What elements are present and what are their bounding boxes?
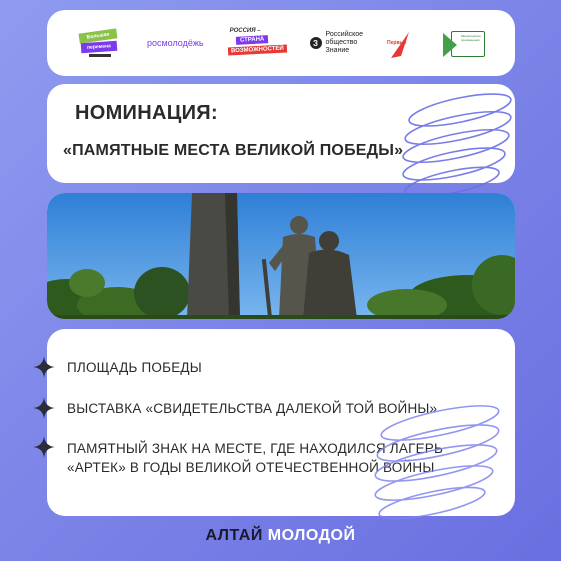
rosmolodezh-logo <box>147 38 204 48</box>
list-item: ПАМЯТНЫЙ ЗНАК НА МЕСТЕ, ГДЕ НАХОДИЛСЯ ЛАГЕРЬ «АРТЕК» В ГОДЫ ВЕЛИКОЙ ОТЕЧЕСТВЕННОЙ ВОЙНЫ <box>67 441 444 475</box>
pervye-logo <box>387 25 417 61</box>
minprosveshcheniya-logo <box>441 27 485 59</box>
nomination-subtitle: «ПАМЯТНЫЕ МЕСТА ВЕЛИКОЙ ПОБЕДЫ» <box>63 142 404 159</box>
logo1-line1: Большая <box>78 28 117 43</box>
spiral-decoration-icon <box>400 90 520 200</box>
rossiya-line1: РОССИЯ – <box>229 28 261 34</box>
memorial-photo <box>47 193 515 319</box>
minpros-triangle-icon <box>443 33 457 57</box>
partner-logos-bar <box>47 10 515 76</box>
pervye-arrow-icon <box>389 32 411 58</box>
list-item: ВЫСТАВКА «СВИДЕТЕЛЬСТВА ДАЛЕКОЙ ТОЙ ВОЙНЫ» <box>67 401 438 416</box>
znanie-line2: общество <box>325 39 358 47</box>
znanie-logo <box>310 31 364 54</box>
pervye-text: Первые <box>387 40 407 46</box>
logo1-underline <box>89 54 111 57</box>
list-item: ПЛОЩАДЬ ПОБЕДЫ <box>67 360 202 375</box>
diamond-bullet-icon <box>33 356 55 378</box>
bolshaya-peremena-logo <box>77 23 123 63</box>
spiral-decoration-icon <box>370 405 510 525</box>
znanie-mark-icon: З <box>310 37 322 49</box>
rossiya-line3: ВОЗМОЖНОСТЕЙ <box>227 44 286 55</box>
diamond-bullet-icon <box>33 436 55 458</box>
rossiya-strana-vozmozhnostey-logo <box>228 28 286 58</box>
znanie-line3: Знание <box>325 46 350 54</box>
memorial-monument-image <box>47 193 515 319</box>
znanie-line1: Российское <box>325 31 364 39</box>
minpros-text: Министерство просвещения <box>460 34 481 42</box>
rosmolodezh-text: росмолодёжь <box>146 38 204 48</box>
footer-brand <box>0 527 561 545</box>
logo1-line2: перемена <box>81 41 118 53</box>
footer-brand-part1: АЛТАЙ <box>205 527 263 544</box>
nomination-title: НОМИНАЦИЯ: <box>75 102 218 124</box>
diamond-bullet-icon <box>33 397 55 419</box>
footer-brand-part2: МОЛОДОЙ <box>267 527 356 544</box>
rossiya-line2: СТРАНА <box>235 35 268 45</box>
